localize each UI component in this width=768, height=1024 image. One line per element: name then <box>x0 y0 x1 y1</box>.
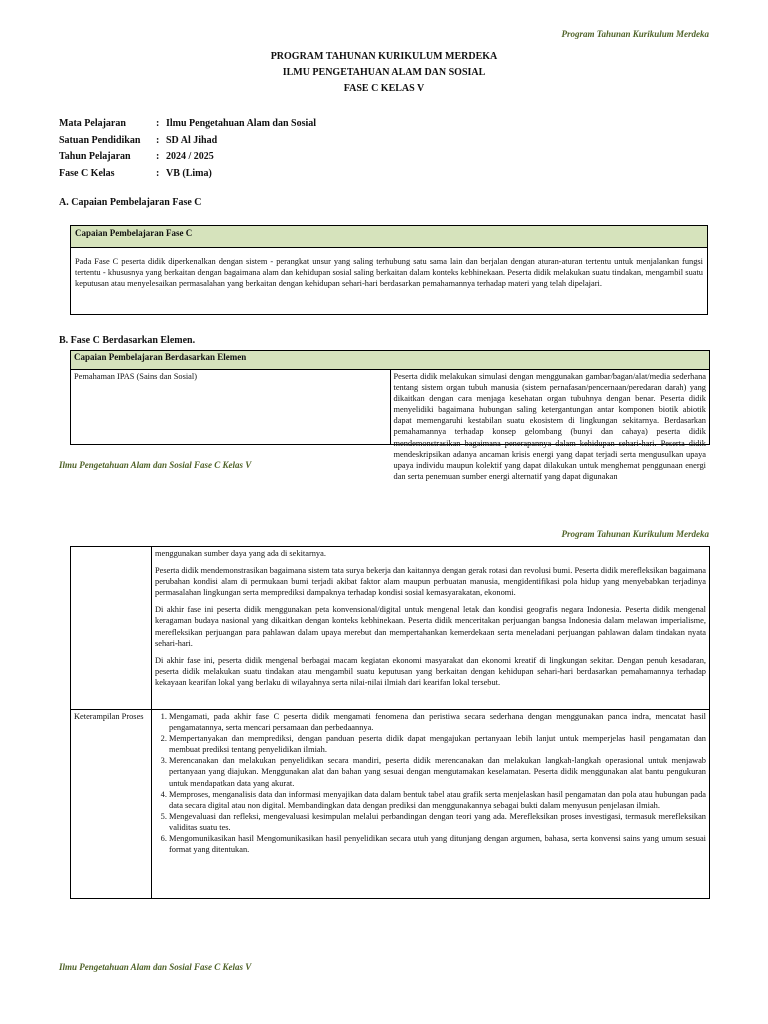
meta-label: Fase C Kelas <box>59 167 115 179</box>
element-text-ipas-continued <box>155 548 706 688</box>
elemen-table-page2 <box>70 546 710 899</box>
meta-colon: : <box>156 134 160 146</box>
proses-list <box>155 711 706 855</box>
meta-value: Ilmu Pengetahuan Alam dan Sosial <box>166 118 317 129</box>
meta-value: SD Al Jihad <box>166 134 218 146</box>
page-footer-1: Ilmu Pengetahuan Alam dan Sosial Fase C Kelas V <box>59 460 252 470</box>
doc-title <box>0 49 768 97</box>
meta-row-year <box>59 149 316 166</box>
proses-item: 6. Mengomunikasikan hasil Mengomunikasikan hasil penyelidikan secara utuh yang ditunjang dengan argumen, bahasa, serta konvensi sains yang umum sesuai format yang ditentukan. <box>169 833 706 855</box>
meta-colon: : <box>156 151 160 163</box>
section-a-heading: A. Capaian Pembelajaran Fase C <box>59 197 202 208</box>
meta-row-class <box>59 166 316 183</box>
page-header-2: Program Tahunan Kurikulum Merdeka <box>561 529 709 539</box>
element-cell-ipas <box>390 370 710 481</box>
ipas-paragraph: Peserta didik mendemonstrasikan bagaimana sistem tata surya bekerja dan kaitannya dengan gerak rotasi dan revolusi bumi. Peserta didik merefleksikan bagaimana perubahan kondisi alam di permukaan bumi terjadi akibat faktor alam maupun perbuatan manusia, mengidentifikasi pola hidup yang menyebabkan terjadinya permasalahan lingkungan serta memprediksi dampaknya terhadap kondisi sosial kemasyarakatan, ekonomi. <box>155 566 706 598</box>
meta-label: Tahun Pelajaran <box>59 151 131 163</box>
ipas-paragraph: Di akhir fase ini, peserta didik mengenal berbagai macam kegiatan ekonomi masyarakat dan ekonomi kreatif di lingkungan sekitar. Dengan penuh kesadaran, peserta didik melakukan suatu tindakan atau mengambil suatu keputusan yang berkaitan dengan kehidupan sehari-hari berdasarkan pemahamannya terhadap kekayaan kearifan lokal yang berlaku di wilayahnya serta nilai-nilai ilmiah dari kearifan lokal tersebut. <box>155 655 706 687</box>
section-b-heading: B. Fase C Berdasarkan Elemen. <box>59 335 196 346</box>
meta-colon: : <box>156 118 160 129</box>
meta-label: Mata Pelajaran <box>59 118 126 129</box>
proses-item: 2. Mempertanyakan dan memprediksi, dengan panduan peserta didik dapat mengajukan pertanyaan lebih lanjut untuk memperjelas hasil pengamatan dan membuat prediksi tentang penyelidikan ilmiah. <box>169 733 706 755</box>
meta-colon: : <box>156 167 160 179</box>
meta-row-subject <box>59 116 316 133</box>
capaian-box <box>70 225 708 315</box>
element-label-proses: Keterampilan Proses <box>71 710 152 899</box>
elemen-table-header: Capaian Pembelajaran Berdasarkan Elemen <box>71 351 710 370</box>
capaian-box-header: Capaian Pembelajaran Fase C <box>71 226 707 248</box>
element-cell-ipas-continued <box>152 547 710 710</box>
title-line-3: FASE C KELAS V <box>343 83 425 94</box>
title-line-1: PROGRAM TAHUNAN KURIKULUM MERDEKA <box>270 51 498 62</box>
proses-item: 1. Mengamati, pada akhir fase C peserta didik mengamati fenomena dan peristiwa secara sederhana dengan menggunakan panca indra, mencatat hasil pengamatannya, serta mencari persamaan dan perbedaannya. <box>169 711 706 733</box>
element-label-continued <box>71 547 152 710</box>
ipas-paragraph: menggunakan sumber daya yang ada di sekitarnya. <box>155 549 326 558</box>
meta-label: Satuan Pendidikan <box>59 134 141 146</box>
proses-item: 3. Merencanakan dan melakukan penyelidikan secara mandiri, peserta didik merencanakan dan melakukan langkah-langkah operasional untuk menjawab pertanyaan yang diajukan. Menggunakan alat dan bahan yang sesuai dengan mengutamakan keselamatan. Peserta didik menggunakan alat bantu pengukuran untuk mendapatkan data yang akurat. <box>169 755 706 788</box>
proses-item: 5. Mengevaluasi dan refleksi, mengevaluasi kesimpulan melalui perbandingan dengan teori yang ada. Merefleksikan proses investigasi, termasuk merefleksikan validitas suatu tes. <box>169 811 706 833</box>
element-label-ipas: Pemahaman IPAS (Sains dan Sosial) <box>71 370 391 445</box>
page-header-1: Program Tahunan Kurikulum Merdeka <box>561 29 709 39</box>
capaian-box-text: Pada Fase C peserta didik diperkenalkan dengan sistem - perangkat unsur yang saling terhubung satu sama lain dan berjalan dengan aturan-aturan tertentu untuk menjalankan fungsi tertentu - khususnya yang berkaitan dengan bagaimana alam dan kehidupan sosial saling berkaitan dalam konteks kebhinekaan. Peserta didik melakukan suatu tindakan, mengambil suatu keputusan atau menyelesaikan permasalahan yang berkaitan dengan kehidupan sehari-hari berdasarkan pemahamannya terhadap materi yang telah dipelajari. <box>75 257 703 289</box>
element-text-ipas: Peserta didik melakukan simulasi dengan menggunakan gambar/bagan/alat/media sederhana tentang sistem organ tubuh manusia (sistem pernafasan/pencernaan/peredaran darah) yang dikaitkan dengan cara menjaga kesehatan organ tubuhnya dengan benar. Peserta didik menyelidiki bagaimana hubungan saling ketergantungan antar komponen biotik abiotik dapat memengaruhi kestabilan suatu ekosistem di lingkungan sekitarnya. Berdasarkan pemahamannya terhadap konsep gelombang (bunyi dan cahaya) peserta didik mendemonstrasikan bagaimana penerapannya dalam kehidupan sehari-hari. Peserta didik mendeskripsikan adanya ancaman krisis energi yang dapat terjadi serta mengusulkan upaya upaya individu maupun kolektif yang dapat dilakukan untuk menghemat penggunaan energi dan serta penemuan sumber energi alternatif yang dapat digunakan <box>393 372 706 481</box>
meta-row-school <box>59 133 316 150</box>
meta-value: 2024 / 2025 <box>166 151 214 163</box>
element-cell-proses <box>152 710 710 899</box>
meta-block <box>59 116 316 182</box>
proses-item: 4. Memproses, menganalisis data dan informasi menyajikan data dalam bentuk tabel atau grafik serta menjelaskan hasil pengamatan dan pola atau hubungan pada data secara digital atau non digital. Membandingkan data dengan prediksi dan menggunakannya sebagai bukti dalam menyusun penjelasan ilmiah. <box>169 789 706 811</box>
page-footer-2: Ilmu Pengetahuan Alam dan Sosial Fase C Kelas V <box>59 962 252 972</box>
meta-value: VB (Lima) <box>166 167 212 179</box>
ipas-paragraph: Di akhir fase ini peserta didik menggunakan peta konvensional/digital untuk mengenal letak dan kondisi geografis negara Indonesia. Peserta didik mengenal keragaman budaya nasional yang dikaitkan dengan konteks kebhinekaan. Peserta didik menceritakan perjuangan bangsa Indonesia dalam melawan imperialisme, merefleksikan perjuangan para pahlawan dalam upaya merebut dan mempertahankan kemerdekaan serta meneladani perjuangan pahlawan dalam tindakan nyata sehari-hari. <box>155 605 706 648</box>
title-line-2: ILMU PENGETAHUAN ALAM DAN SOSIAL <box>282 67 486 78</box>
